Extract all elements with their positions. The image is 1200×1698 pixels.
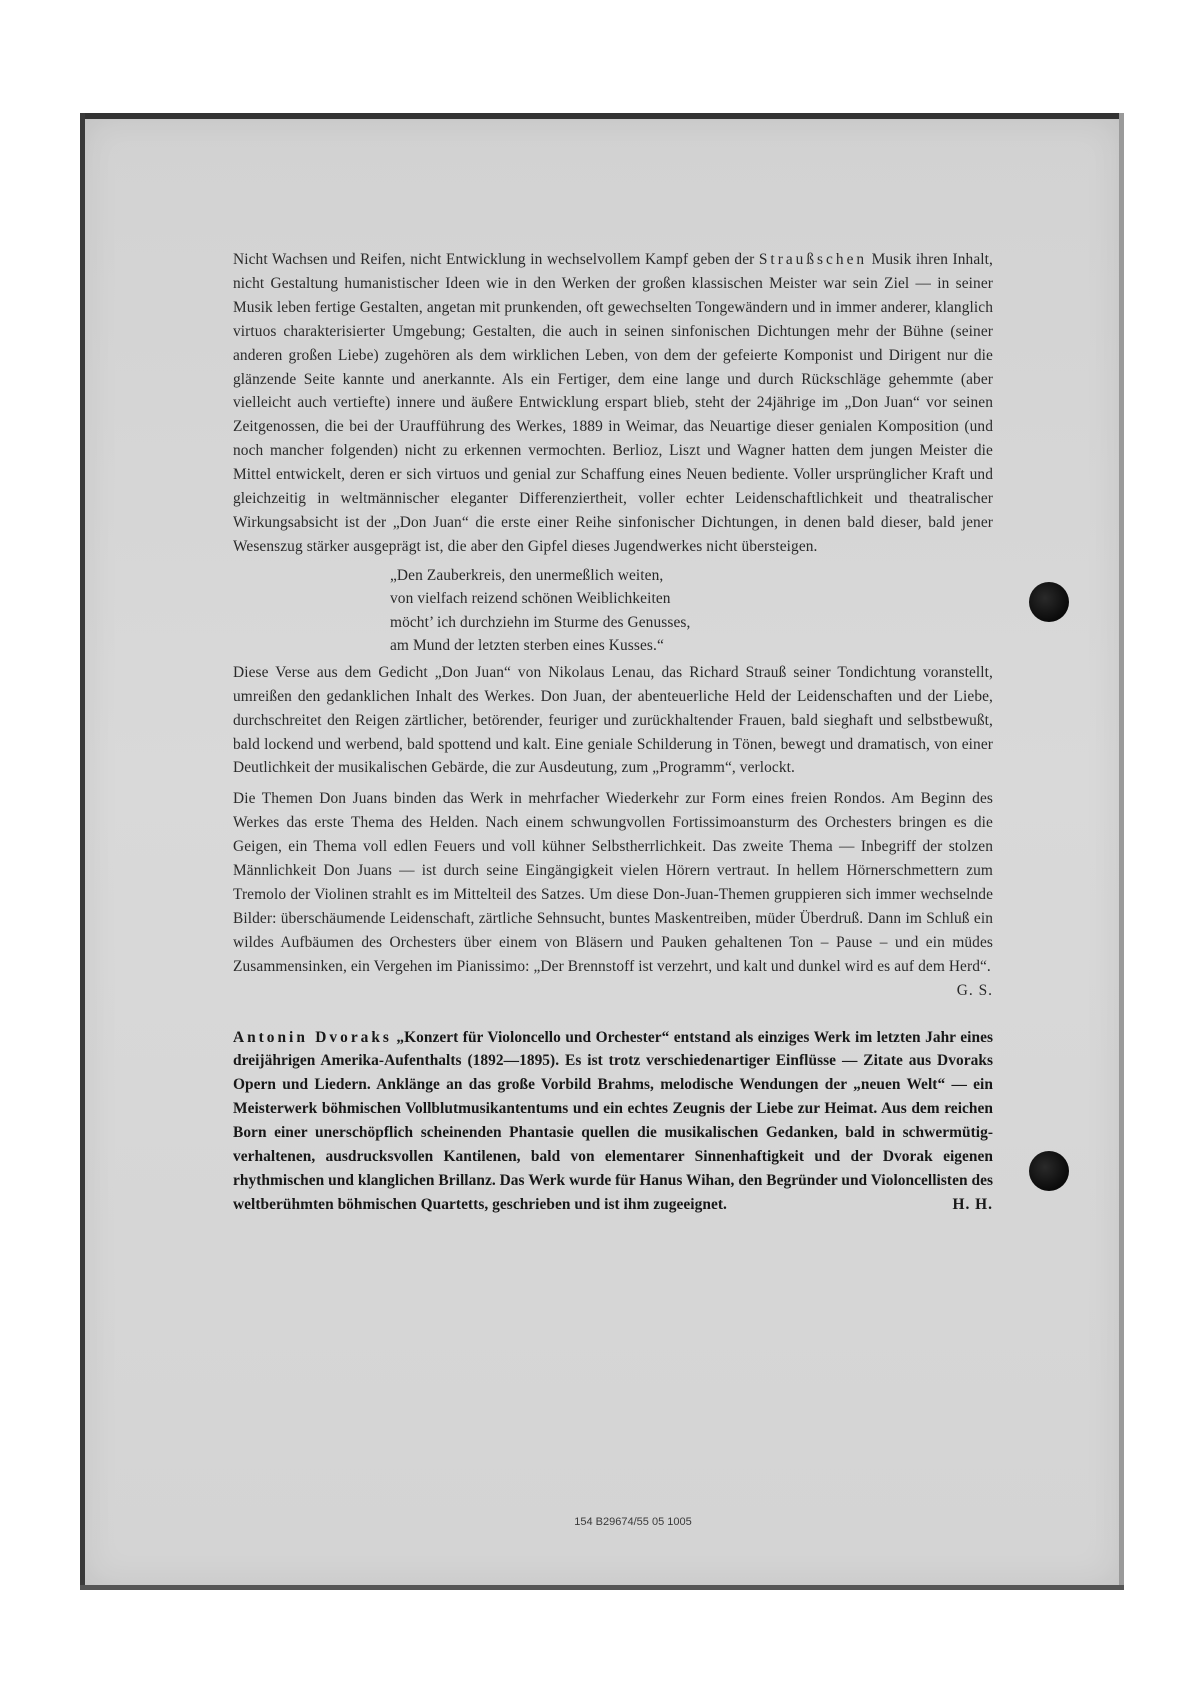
verse-line: von vielfach reizend schönen Weiblichkeiten (390, 590, 671, 608)
paragraph-strauss-start: Nicht Wachsen und Reifen, nicht Entwicklung in wechselvollem Kampf geben der (233, 251, 759, 268)
verse-line: am Mund der letzten sterben eines Kusses.“ (390, 637, 664, 655)
paragraph-strauss-rest: Musik ihren Inhalt, nicht Gestaltung humanistischer Ideen wie in den Werken der großen klassischen Meister war sein Ziel — in seiner Musik leben fertige Gestalten, angetan mit prunkenden, oft gewechselten Tongewändern und in immer anderer, klanglich virtuos charakterisierter Umgebung; Gestalten, die auch in seinen sinfonischen Dichtungen mehr der Bühne (seiner anderen großen Liebe) zugehören als dem wirklichen Leben, von dem der gefeierte Komponist und Dirigent nur die glänzende Seite kannte und anerkannte. Als ein Fertiger, dem eine lange und durch Rückschläge gehemmte (aber vielleicht auch vertiefte) innere und äußere Entwicklung erspart blieb, steht der 24jährige im „Don Juan“ vor seinen Zeitgenossen, die bei der Uraufführung des Werkes, 1889 in Weimar, das Neuartige dieser genialen Komposition (und noch mancher folgenden) nicht zu erkennen vermochten. Berlioz, Liszt und Wagner hatten dem jungen Meister die Mittel entwickelt, deren er sich virtuos und genial zur Schaffung eines Neuen bediente. Voller ursprünglicher Kraft und gleichzeitig in weltmännischer eleganter Differenziertheit, voller echter Leidenschaftlichkeit und theatralischer Wirkungsabsicht ist der „Don Juan“ die erste einer Reihe sinfonischer Dichtungen, in denen bald dieser, bald jener Wesenszug stärker ausgeprägt ist, die aber den Gipfel dieses Jugendwerkes nicht übersteigen. (233, 251, 993, 555)
paragraph-themes-text: Die Themen Don Juans binden das Werk in mehrfacher Wiederkehr zur Form eines freien Rondos. Am Beginn des Werkes das erste Thema des Helden. Nach einem schwungvollen Fortissimoansturm des Orchesters bringen es die Geigen, ein Thema voll edlen Feuers und voll kühner Selbstherrlichkeit. Das zweite Thema — Inbegriff der stolzen Männlichkeit Don Juans — ist durch seine Eingängigkeit vielen Hörern vertraut. In hellem Hörnerschmettern zum Tremolo der Violinen strahlt es im Mittelteil des Satzes. Um diese Don-Juan-Themen gruppieren sich immer wechselnde Bilder: überschäumende Leidenschaft, zärtliche Sehnsucht, buntes Maskentreiben, müder Überdruß. Dann im Schluß ein wildes Aufbäumen des Orchesters über einem von Bläsern und Pauken gehaltenen Ton – Pause – und ein müdes Zusammensinken, ein Vergehen im Pianissimo: „Der Brennstoff ist verzehrt, und kalt und dunkel wird es auf dem Herd“. (233, 790, 993, 975)
page-edge-left (80, 113, 85, 1590)
paragraph-dvorak (233, 1026, 993, 1217)
punch-hole-top (1029, 582, 1069, 622)
page-edge-right (1119, 113, 1124, 1590)
spaced-name-strauss: Straußschen (758, 251, 868, 268)
spaced-name-dvorak: Antonin Dvoraks (233, 1028, 392, 1046)
paragraph-strauss (233, 248, 993, 559)
signature-gs: G. S. (956, 981, 993, 999)
paragraph-verse-context: Diese Verse aus dem Gedicht „Don Juan“ von Nikolaus Lenau, das Richard Strauß seiner Tondichtung voranstellt, umreißen den gedanklichen Inhalt des Werkes. Don Juan, der abenteuerliche Held der Leidenschaften und der Liebe, durchschreitet den Reigen zärtlicher, betörender, feuriger und zurückhaltender Frauen, bald sieghaft und selbstbewußt, bald lockend und werbend, bald spottend und kalt. Eine geniale Schilderung in Tönen, bewegt und dramatisch, von einer Deutlichkeit der musikalischen Gebärde, die zur Ausdeutung, zum „Programm“, verlockt. (233, 663, 993, 777)
paragraph-themes (233, 787, 993, 999)
poem-verse (390, 564, 993, 658)
paragraph-dvorak-text: „Konzert für Violoncello und Orchester“ entstand als einziges Werk im letzten Jahr eines dreijährigen Amerika-Aufenthalts (1892—1895). Es ist trotz verschiedenartiger Einflüsse — Zitate aus Dvoraks Opern und Liedern. Anklänge an das große Vorbild Brahms, melodische Wendungen der „neuen Welt“ — ein Meisterwerk böhmischen Vollblutmusikantentums und ein echtes Zeugnis der Liebe zur Heimat. Aus dem reichen Born einer unerschöpflich scheinenden Phantasie quellen die musikalischen Gedanken, bald in schwermütig-verhaltenen, ausdrucksvollen Kantilenen, bald von elementarer Sinnenhaftigkeit und der Dvorak eigenen rhythmischen und klanglichen Brillanz. Das Werk wurde für Hanus Wihan, den Begründer und Violoncellisten des weltberühmten böhmischen Quartetts, geschrieben und ist ihm zugeeignet. (233, 1028, 993, 1213)
document-body (233, 248, 993, 1217)
page-edge-bottom (80, 1585, 1124, 1590)
verse-line: „Den Zauberkreis, den unermeßlich weiten, (390, 566, 664, 584)
punch-hole-bottom (1029, 1151, 1069, 1191)
verse-line: möcht’ ich durchziehn im Sturme des Genusses, (390, 613, 691, 631)
print-code-footer: 154 B29674/55 05 1005 (574, 1516, 692, 1528)
page-edge-top (80, 113, 1124, 119)
signature-hh: H. H. (952, 1195, 993, 1213)
